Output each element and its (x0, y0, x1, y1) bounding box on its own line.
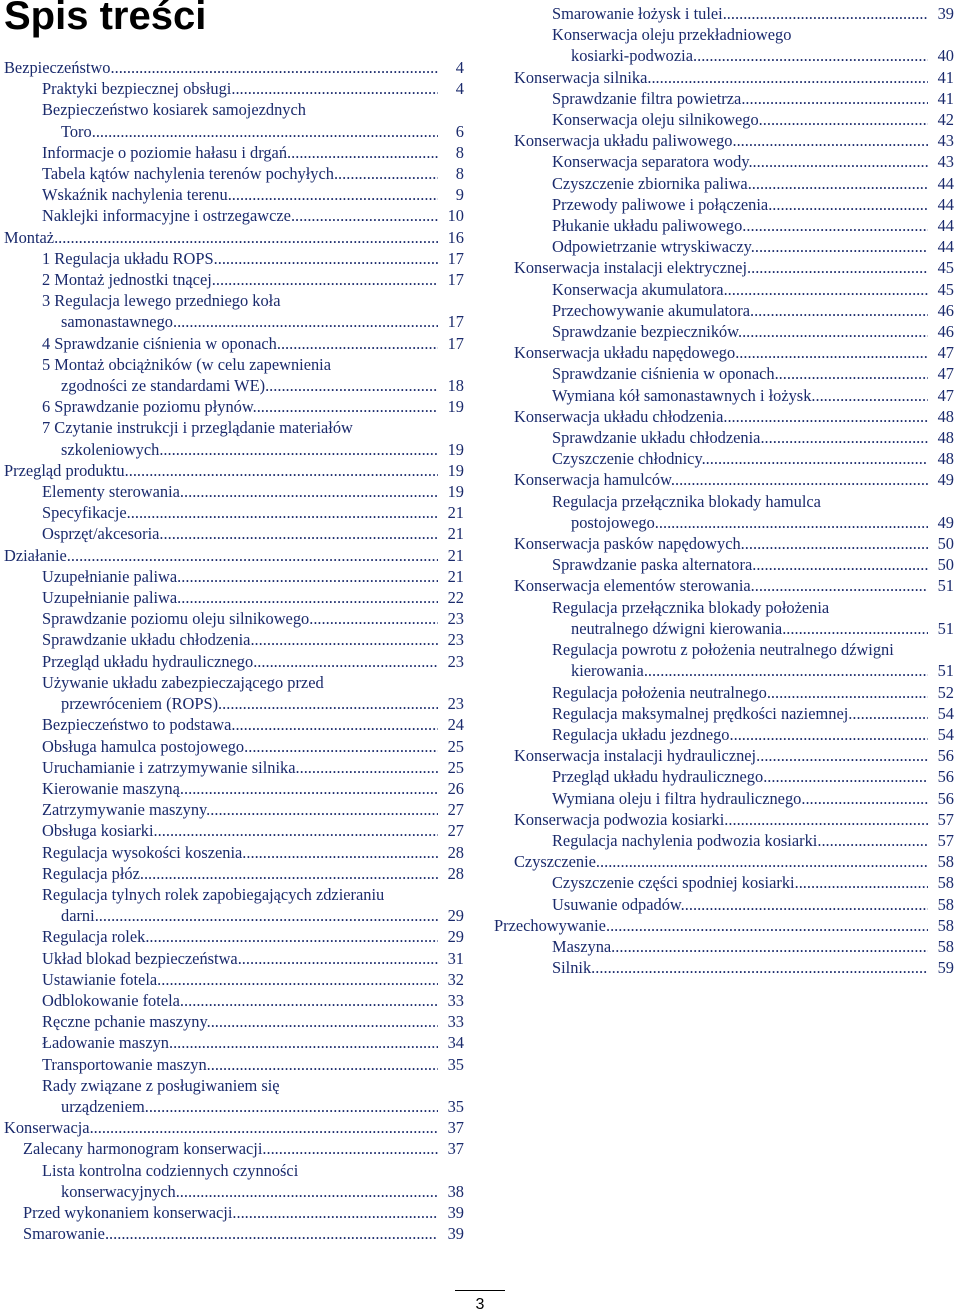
toc-entry-page: 23 (447, 694, 464, 714)
toc-entry[interactable] (552, 724, 954, 745)
toc-entry-title: Wskaźnik nachylenia terenu ..... (42, 184, 438, 205)
toc-entry[interactable] (42, 1054, 464, 1075)
toc-entry-page: 47 (937, 343, 954, 363)
toc-entry[interactable] (4, 460, 464, 481)
toc-entry[interactable] (514, 745, 954, 766)
toc-entry-title: Silnik ..... (552, 957, 928, 978)
toc-entry-page: 37 (447, 1139, 464, 1159)
toc-entry-page: 39 (447, 1224, 464, 1244)
toc-entry-title: Konserwacja instalacji elektrycznej ..... (514, 257, 928, 278)
toc-entry-page: 25 (447, 736, 464, 756)
toc-entry[interactable] (4, 57, 464, 78)
toc-entry[interactable] (552, 788, 954, 809)
toc-entry-page: 57 (937, 830, 954, 850)
toc-entry-title: Sprawdzanie poziomu oleju silnikowego ..... (42, 608, 438, 629)
toc-entry-page: 8 (455, 164, 464, 184)
toc-entry-page: 31 (447, 948, 464, 968)
toc-entry-title-continuation: kosiarki-podwozia ..... (552, 45, 928, 66)
toc-entry-page: 6 (455, 121, 464, 141)
toc-entry-title: Uruchamianie i zatrzymywanie silnika ..... (42, 757, 438, 778)
toc-entry[interactable] (4, 227, 464, 248)
toc-entry-page: 40 (937, 46, 954, 66)
toc-entry[interactable] (552, 321, 954, 342)
toc-entry[interactable] (552, 427, 954, 448)
toc-entry-title: Zatrzymywanie maszyny ..... (42, 799, 438, 820)
toc-entry-page: 10 (447, 206, 464, 226)
toc-entry-page: 23 (447, 609, 464, 629)
toc-entry[interactable] (23, 1223, 464, 1244)
toc-entry-page: 44 (937, 173, 954, 193)
toc-entry-title-continuation: Toro ..... (42, 121, 438, 142)
toc-entry-page: 48 (937, 428, 954, 448)
toc-entry-title: Przechowywanie ..... (494, 915, 928, 936)
toc-entry-title: Osprzęt/akcesoria ..... (42, 523, 438, 544)
toc-entry-page: 32 (447, 969, 464, 989)
toc-entry-page: 54 (937, 703, 954, 723)
toc-entry-page: 46 (937, 300, 954, 320)
toc-entry[interactable] (42, 333, 464, 354)
toc-entry-title: Odblokowanie fotela ..... (42, 990, 438, 1011)
toc-entry-page: 33 (447, 1012, 464, 1032)
toc-entry[interactable] (552, 194, 954, 215)
toc-entry-page: 26 (447, 778, 464, 798)
toc-entry-title: Ręczne pchanie maszyny ..... (42, 1011, 438, 1032)
toc-entry-page: 18 (447, 376, 464, 396)
toc-entry-page: 17 (447, 270, 464, 290)
toc-entry-page: 46 (937, 322, 954, 342)
toc-entry-title: Kierowanie maszyną ..... (42, 778, 438, 799)
toc-entry[interactable] (552, 830, 954, 851)
toc-entry-page: 50 (937, 534, 954, 554)
toc-entry[interactable] (552, 151, 954, 172)
toc-entry[interactable] (552, 363, 954, 384)
toc-entry-page: 23 (447, 651, 464, 671)
toc-entry[interactable] (552, 491, 954, 533)
toc-entry-page: 34 (447, 1033, 464, 1053)
toc-entry-page: 45 (937, 258, 954, 278)
toc-entry-title: Wymiana kół samonastawnych i łożysk ..... (552, 385, 928, 406)
toc-entry-title: Konserwacja silnika ..... (514, 67, 928, 88)
toc-entry-page: 44 (937, 194, 954, 214)
toc-entry-title: Regulacja wysokości koszenia ..... (42, 842, 438, 863)
toc-entry-title: Transportowanie maszyn ..... (42, 1054, 438, 1075)
toc-entry-title: Regulacja przełącznika blokady położenia (552, 597, 830, 617)
toc-entry[interactable] (514, 257, 954, 278)
toc-entry-page: 39 (937, 4, 954, 23)
toc-entry-title: Naklejki informacyjne i ostrzegawcze ..... (42, 205, 438, 226)
toc-entry-title: Konserwacja instalacji hydraulicznej ..... (514, 745, 928, 766)
toc-entry-title: Konserwacja pasków napędowych ..... (514, 533, 928, 554)
toc-entry[interactable] (552, 639, 954, 681)
toc-entry-title: Uzupełnianie paliwa ..... (42, 587, 438, 608)
toc-entry-title: Sprawdzanie układu chłodzenia ..... (42, 629, 438, 650)
toc-entry[interactable] (42, 269, 464, 290)
toc-entry[interactable] (42, 142, 464, 163)
toc-entry-title-continuation: szkoleniowych ..... (42, 439, 438, 460)
toc-entry-page: 27 (447, 821, 464, 841)
toc-entry-page: 50 (937, 555, 954, 575)
toc-entry[interactable] (42, 820, 464, 841)
toc-entry-title-continuation: urządzeniem ..... (42, 1096, 438, 1117)
toc-entry-title: Uzupełnianie paliwa ..... (42, 566, 438, 587)
toc-entry[interactable] (514, 533, 954, 554)
toc-entry-title: Obsługa kosiarki ..... (42, 820, 438, 841)
toc-entry-title: Czyszczenie zbiornika paliwa ..... (552, 173, 928, 194)
toc-entry-page: 58 (937, 873, 954, 893)
toc-entry-title: Lista kontrolna codziennych czynności (42, 1160, 299, 1180)
toc-entry[interactable] (42, 799, 464, 820)
toc-entry-page: 28 (447, 842, 464, 862)
toc-entry[interactable] (42, 587, 464, 608)
toc-entry-title: 5 Montaż obciążników (w celu zapewnienia (42, 354, 331, 374)
toc-entry[interactable] (552, 682, 954, 703)
toc-entry-page: 21 (447, 503, 464, 523)
toc-entry-title: Konserwacja układu chłodzenia ..... (514, 406, 928, 427)
toc-entry-title-continuation: kierowania ..... (552, 660, 928, 681)
toc-entry[interactable] (4, 545, 464, 566)
toc-entry[interactable] (514, 130, 954, 151)
toc-entry-title: Sprawdzanie paska alternatora ..... (552, 554, 928, 575)
toc-entry-page: 43 (937, 152, 954, 172)
toc-entry-title-continuation: postojowego ..... (552, 512, 928, 533)
toc-entry-title: Przewody paliwowe i połączenia ..... (552, 194, 928, 215)
toc-entry-page: 16 (447, 227, 464, 247)
toc-entry-page: 51 (937, 661, 954, 681)
toc-entry[interactable] (514, 575, 954, 596)
toc-entry-title: Regulacja układu jezdnego ..... (552, 724, 928, 745)
toc-entry-title: Konserwacja układu paliwowego ..... (514, 130, 928, 151)
toc-entry-page: 24 (447, 715, 464, 735)
toc-entry-title-continuation: samonastawnego ..... (42, 311, 438, 332)
toc-entry-title: Regulacja nachylenia podwozia kosiarki ..... (552, 830, 928, 851)
toc-entry[interactable] (552, 236, 954, 257)
toc-entry-title: Specyfikacje ..... (42, 502, 438, 523)
toc-entry[interactable] (42, 1011, 464, 1032)
toc-entry[interactable] (552, 109, 954, 130)
toc-entry-page: 21 (447, 524, 464, 544)
toc-entry-page: 27 (447, 800, 464, 820)
toc-entry-page: 56 (937, 788, 954, 808)
toc-entry-title: Bezpieczeństwo kosiarek samojezdnych (42, 100, 306, 120)
toc-entry[interactable] (552, 448, 954, 469)
toc-entry-page: 4 (455, 58, 464, 77)
toc-entry[interactable] (42, 969, 464, 990)
toc-entry-title: Konserwacja elementów sterowania ..... (514, 575, 928, 596)
toc-entry-title: Konserwacja oleju silnikowego ..... (552, 109, 928, 130)
toc-entry-page: 35 (447, 1054, 464, 1074)
toc-entry-title-continuation: konserwacyjnych ..... (42, 1181, 438, 1202)
page-number: 3 (475, 1296, 485, 1313)
toc-entry[interactable] (42, 884, 464, 926)
toc-entry[interactable] (494, 915, 954, 936)
toc-entry-page: 19 (447, 460, 464, 480)
toc-entry[interactable] (552, 173, 954, 194)
toc-entry-title: Przed wykonaniem konserwacji ..... (23, 1202, 438, 1223)
toc-entry-page: 59 (937, 958, 954, 978)
toc-entry[interactable] (42, 163, 464, 184)
toc-column-right (494, 3, 954, 978)
toc-entry-title: Regulacja rolek ..... (42, 926, 438, 947)
toc-entry-page: 41 (937, 88, 954, 108)
toc-entry-title: Odpowietrzanie wtryskiwaczy ..... (552, 236, 928, 257)
toc-entry-page: 21 (447, 545, 464, 565)
toc-entry[interactable] (42, 523, 464, 544)
toc-entry-title: Bezpieczeństwo ..... (4, 57, 438, 78)
toc-entry-page: 8 (455, 142, 464, 162)
toc-entry-page: 45 (937, 279, 954, 299)
toc-entry-title: Obsługa hamulca postojowego ..... (42, 736, 438, 757)
toc-entry-title: Układ blokad bezpieczeństwa ..... (42, 948, 438, 969)
toc-entry[interactable] (552, 766, 954, 787)
toc-entry-title: 1 Regulacja układu ROPS ..... (42, 248, 438, 269)
toc-entry-page: 19 (447, 482, 464, 502)
toc-entry-title: Konserwacja separatora wody ..... (552, 151, 928, 172)
toc-entry-page: 9 (455, 185, 464, 205)
toc-entry[interactable] (514, 406, 954, 427)
toc-entry-page: 19 (447, 439, 464, 459)
toc-entry-page: 37 (447, 1118, 464, 1138)
toc-entry[interactable] (42, 290, 464, 332)
toc-entry[interactable] (42, 417, 464, 459)
toc-entry-title: Montaż ..... (4, 227, 438, 248)
toc-entry-title: Bezpieczeństwo to podstawa ..... (42, 714, 438, 735)
toc-entry[interactable] (514, 469, 954, 490)
toc-entry-page: 44 (937, 216, 954, 236)
toc-entry-title: Regulacja powrotu z położenia neutralnego dźwigni (552, 640, 894, 660)
toc-entry-title: Regulacja płóz ..... (42, 863, 438, 884)
toc-entry[interactable] (42, 566, 464, 587)
toc-entry[interactable] (42, 948, 464, 969)
toc-entry-title: Przegląd produktu ..... (4, 460, 438, 481)
toc-entry-title: Konserwacja oleju przekładniowego (552, 25, 792, 45)
toc-entry-title: Elementy sterowania ..... (42, 481, 438, 502)
toc-entry-title: Smarowanie ..... (23, 1223, 438, 1244)
toc-entry[interactable] (552, 554, 954, 575)
toc-entry-page: 19 (447, 397, 464, 417)
toc-entry[interactable] (42, 714, 464, 735)
toc-entry[interactable] (552, 894, 954, 915)
toc-entry[interactable] (552, 24, 954, 66)
toc-entry-title: Konserwacja ..... (4, 1117, 438, 1138)
toc-entry-page: 43 (937, 131, 954, 151)
toc-entry[interactable] (42, 736, 464, 757)
toc-entry-page: 33 (447, 990, 464, 1010)
toc-entry-title: Zalecany harmonogram konserwacji ..... (23, 1138, 438, 1159)
toc-entry-title: Sprawdzanie bezpieczników ..... (552, 321, 928, 342)
toc-entry-page: 49 (937, 470, 954, 490)
toc-entry[interactable] (42, 99, 464, 141)
toc-entry-page: 54 (937, 724, 954, 744)
toc-entry-title: Przechowywanie akumulatora ..... (552, 300, 928, 321)
toc-entry-title: Używanie układu zabezpieczającego przed (42, 672, 324, 692)
toc-entry-page: 29 (447, 906, 464, 926)
toc-entry[interactable] (42, 396, 464, 417)
toc-entry-title: 2 Montaż jednostki tnącej ..... (42, 269, 438, 290)
toc-entry-title: Praktyki bezpiecznej obsługi ..... (42, 78, 438, 99)
toc-entry-page: 17 (447, 333, 464, 353)
toc-entry[interactable] (42, 481, 464, 502)
toc-column-left (4, 57, 464, 1244)
toc-entry-page: 21 (447, 566, 464, 586)
toc-entry-page: 58 (937, 915, 954, 935)
toc-entry[interactable] (552, 279, 954, 300)
toc-entry[interactable] (42, 672, 464, 714)
toc-entry-title: Działanie ..... (4, 545, 438, 566)
toc-entry[interactable] (42, 184, 464, 205)
toc-entry-page: 51 (937, 618, 954, 638)
toc-entry[interactable] (42, 1160, 464, 1202)
toc-entry[interactable] (42, 926, 464, 947)
toc-entry[interactable] (42, 502, 464, 523)
toc-entry-title: Informacje o poziomie hałasu i drgań ..... (42, 142, 438, 163)
toc-entry-page: 29 (447, 927, 464, 947)
toc-entry-page: 47 (937, 364, 954, 384)
toc-entry[interactable] (42, 990, 464, 1011)
toc-entry-page: 56 (937, 746, 954, 766)
toc-entry-page: 17 (447, 312, 464, 332)
toc-entry-title: Sprawdzanie układu chłodzenia ..... (552, 427, 928, 448)
toc-entry-title: Regulacja położenia neutralnego ..... (552, 682, 928, 703)
toc-entry[interactable] (514, 809, 954, 830)
toc-entry-title: Przegląd układu hydraulicznego ..... (42, 651, 438, 672)
toc-entry-page: 57 (937, 809, 954, 829)
toc-entry-title: Regulacja przełącznika blokady hamulca (552, 491, 821, 511)
toc-entry-page: 49 (937, 512, 954, 532)
toc-entry[interactable] (42, 1032, 464, 1053)
toc-entry[interactable] (552, 703, 954, 724)
toc-entry-title: Konserwacja podwozia kosiarki ..... (514, 809, 928, 830)
toc-entry-page: 56 (937, 767, 954, 787)
toc-entry-title: Czyszczenie części spodniej kosiarki ..... (552, 872, 928, 893)
toc-entry-page: 51 (937, 576, 954, 596)
toc-entry-title: Sprawdzanie filtra powietrza ..... (552, 88, 928, 109)
toc-entry[interactable] (552, 872, 954, 893)
toc-entry-page: 35 (447, 1096, 464, 1116)
toc-entry[interactable] (42, 1075, 464, 1117)
toc-entry[interactable] (514, 851, 954, 872)
toc-entry-title: Czyszczenie ..... (514, 851, 928, 872)
toc-entry-page: 52 (937, 682, 954, 702)
toc-entry[interactable] (4, 1117, 464, 1138)
toc-entry[interactable] (514, 342, 954, 363)
toc-entry[interactable] (23, 1202, 464, 1223)
toc-entry[interactable] (552, 300, 954, 321)
toc-entry-page: 39 (447, 1202, 464, 1222)
toc-entry[interactable] (23, 1138, 464, 1159)
toc-entry[interactable] (514, 67, 954, 88)
toc-entry-page: 58 (937, 894, 954, 914)
toc-entry[interactable] (42, 842, 464, 863)
toc-entry-page: 38 (447, 1181, 464, 1201)
toc-entry-title: Ładowanie maszyn ..... (42, 1032, 438, 1053)
toc-entry-page: 58 (937, 936, 954, 956)
toc-entry-title: Usuwanie odpadów ..... (552, 894, 928, 915)
toc-entry-page: 47 (937, 385, 954, 405)
toc-entry-title: Płukanie układu paliwowego ..... (552, 215, 928, 236)
toc-entry-title: Tabela kątów nachylenia terenów pochyłych ..... (42, 163, 438, 184)
toc-entry-title: Czyszczenie chłodnicy ..... (552, 448, 928, 469)
toc-entry[interactable] (42, 78, 464, 99)
toc-entry-title: 7 Czytanie instrukcji i przeglądanie materiałów (42, 418, 353, 438)
toc-entry[interactable] (552, 215, 954, 236)
toc-entry[interactable] (42, 608, 464, 629)
toc-entry[interactable] (42, 354, 464, 396)
toc-entry-title-continuation: neutralnego dźwigni kierowania ..... (552, 618, 928, 639)
toc-entry[interactable] (42, 863, 464, 884)
footer-rule (455, 1290, 505, 1291)
toc-entry-title: Regulacja maksymalnej prędkości naziemnej ..... (552, 703, 928, 724)
toc-entry-title: Ustawianie fotela ..... (42, 969, 438, 990)
toc-entry[interactable] (552, 3, 954, 24)
toc-entry-page: 22 (447, 588, 464, 608)
toc-entry-page: 44 (937, 237, 954, 257)
toc-entry-title-continuation: zgodności ze standardami WE) ..... (42, 375, 438, 396)
toc-entry-page: 48 (937, 406, 954, 426)
toc-entry-title: Konserwacja układu napędowego ..... (514, 342, 928, 363)
toc-entry-page: 17 (447, 248, 464, 268)
toc-entry-page: 58 (937, 852, 954, 872)
toc-entry[interactable] (552, 88, 954, 109)
toc-entry-title: 6 Sprawdzanie poziomu płynów ..... (42, 396, 438, 417)
toc-entry-page: 28 (447, 863, 464, 883)
toc-entry-title: Smarowanie łożysk i tulei ..... (552, 3, 928, 24)
toc-entry-title: Wymiana oleju i filtra hydraulicznego ..... (552, 788, 928, 809)
toc-entry-title: Przegląd układu hydraulicznego ..... (552, 766, 928, 787)
toc-entry[interactable] (42, 651, 464, 672)
toc-entry-title: Konserwacja akumulatora ..... (552, 279, 928, 300)
toc-entry[interactable] (42, 248, 464, 269)
toc-entry[interactable] (552, 597, 954, 639)
toc-entry[interactable] (42, 629, 464, 650)
toc-entry[interactable] (552, 957, 954, 978)
toc-entry-title: 4 Sprawdzanie ciśnienia w oponach ..... (42, 333, 438, 354)
toc-entry-page: 41 (937, 67, 954, 87)
page-title: Spis treści (4, 0, 207, 38)
toc-entry[interactable] (42, 778, 464, 799)
toc-entry-title-continuation: przewróceniem (ROPS) ..... (42, 693, 438, 714)
toc-entry-title: 3 Regulacja lewego przedniego koła (42, 291, 281, 311)
toc-entry[interactable] (42, 205, 464, 226)
toc-entry-title: Maszyna ..... (552, 936, 928, 957)
toc-entry[interactable] (552, 936, 954, 957)
toc-entry-page: 48 (937, 449, 954, 469)
toc-entry-title: Konserwacja hamulców ..... (514, 469, 928, 490)
toc-entry-title: Sprawdzanie ciśnienia w oponach ..... (552, 363, 928, 384)
toc-entry-title: Regulacja tylnych rolek zapobiegających zdzieraniu (42, 884, 385, 904)
toc-entry-page: 42 (937, 110, 954, 130)
toc-entry-title: Rady związane z posługiwaniem się (42, 1075, 280, 1095)
toc-entry-title-continuation: darni ..... (42, 905, 438, 926)
toc-entry[interactable] (552, 385, 954, 406)
toc-entry-page: 25 (447, 757, 464, 777)
toc-entry[interactable] (42, 757, 464, 778)
toc-entry-page: 4 (455, 79, 464, 99)
toc-entry-page: 23 (447, 630, 464, 650)
